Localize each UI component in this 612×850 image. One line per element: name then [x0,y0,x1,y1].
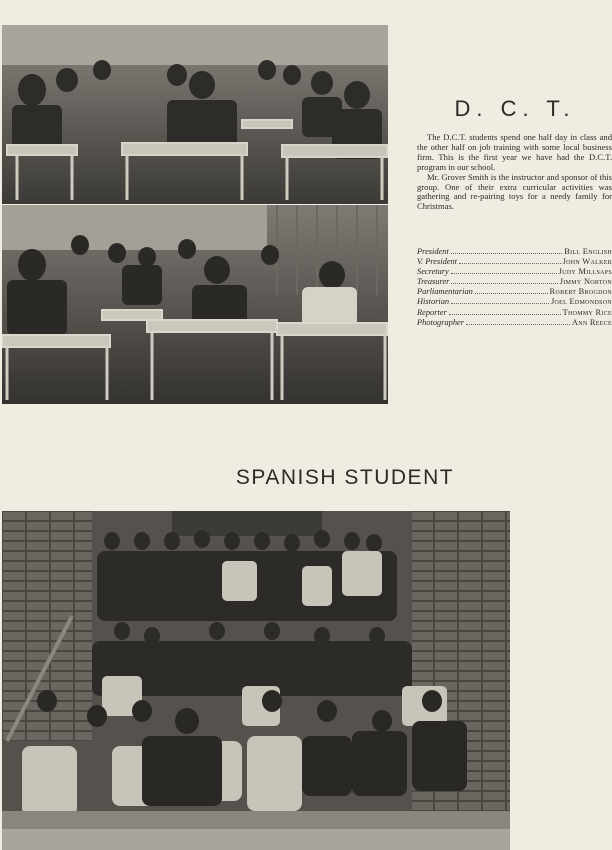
officer-row [417,267,612,277]
officer-name: Judy Millsaps [558,267,612,277]
officer-role: Historian [417,297,450,307]
officer-row [417,287,612,297]
officer-row [417,257,612,267]
leader-dots [451,253,562,254]
dct-paragraph: The D.C.T. students spend one half day in class and the other half on job training with some local business firm. This is the first year we have had the D.C.T. program in our school. [417,132,612,172]
leader-dots [451,273,557,274]
leader-dots [475,293,548,294]
officer-name: Ann Reece [571,317,612,327]
officer-row [417,318,612,328]
officer-name: John Walker [562,257,612,267]
officer-row [417,247,612,257]
officer-role: Photographer [417,317,464,327]
spanish-heading: SPANISH STUDENT [235,466,455,489]
spanish-group-photo [2,511,510,850]
dct-classroom-photo-top [2,25,388,204]
leader-dots [466,324,570,325]
officer-name: Jimmy Norton [559,277,612,287]
leader-dots [451,283,557,284]
officer-name: Joel Edmondson [550,297,612,307]
officer-row [417,277,612,287]
officer-role: Treasurer [417,277,450,287]
officer-role: Parliamentarian [417,287,473,297]
leader-dots [451,303,549,304]
officer-role: Reporter [417,307,447,317]
dct-classroom-photo-bottom [2,205,388,404]
officer-row [417,297,612,307]
officer-role: President [417,247,449,256]
leader-dots [459,263,561,264]
officer-name: Robert Brogdon [549,287,612,297]
dct-heading: D. C. T. [454,96,576,121]
officer-row [417,308,612,318]
dct-description [417,133,612,212]
officer-name: Bill English [564,247,612,256]
dct-paragraph: Mr. Grover Smith is the instructor and sponsor of this group. One of their extra curricular activities was gathering and re-pairing toys for a needy family for Christmas. [417,171,612,212]
officer-name: Thommy Rice [562,307,612,317]
officer-role: V. President [417,257,458,267]
leader-dots [449,314,561,315]
officer-list [417,247,612,328]
officer-role: Secretary [417,267,449,277]
